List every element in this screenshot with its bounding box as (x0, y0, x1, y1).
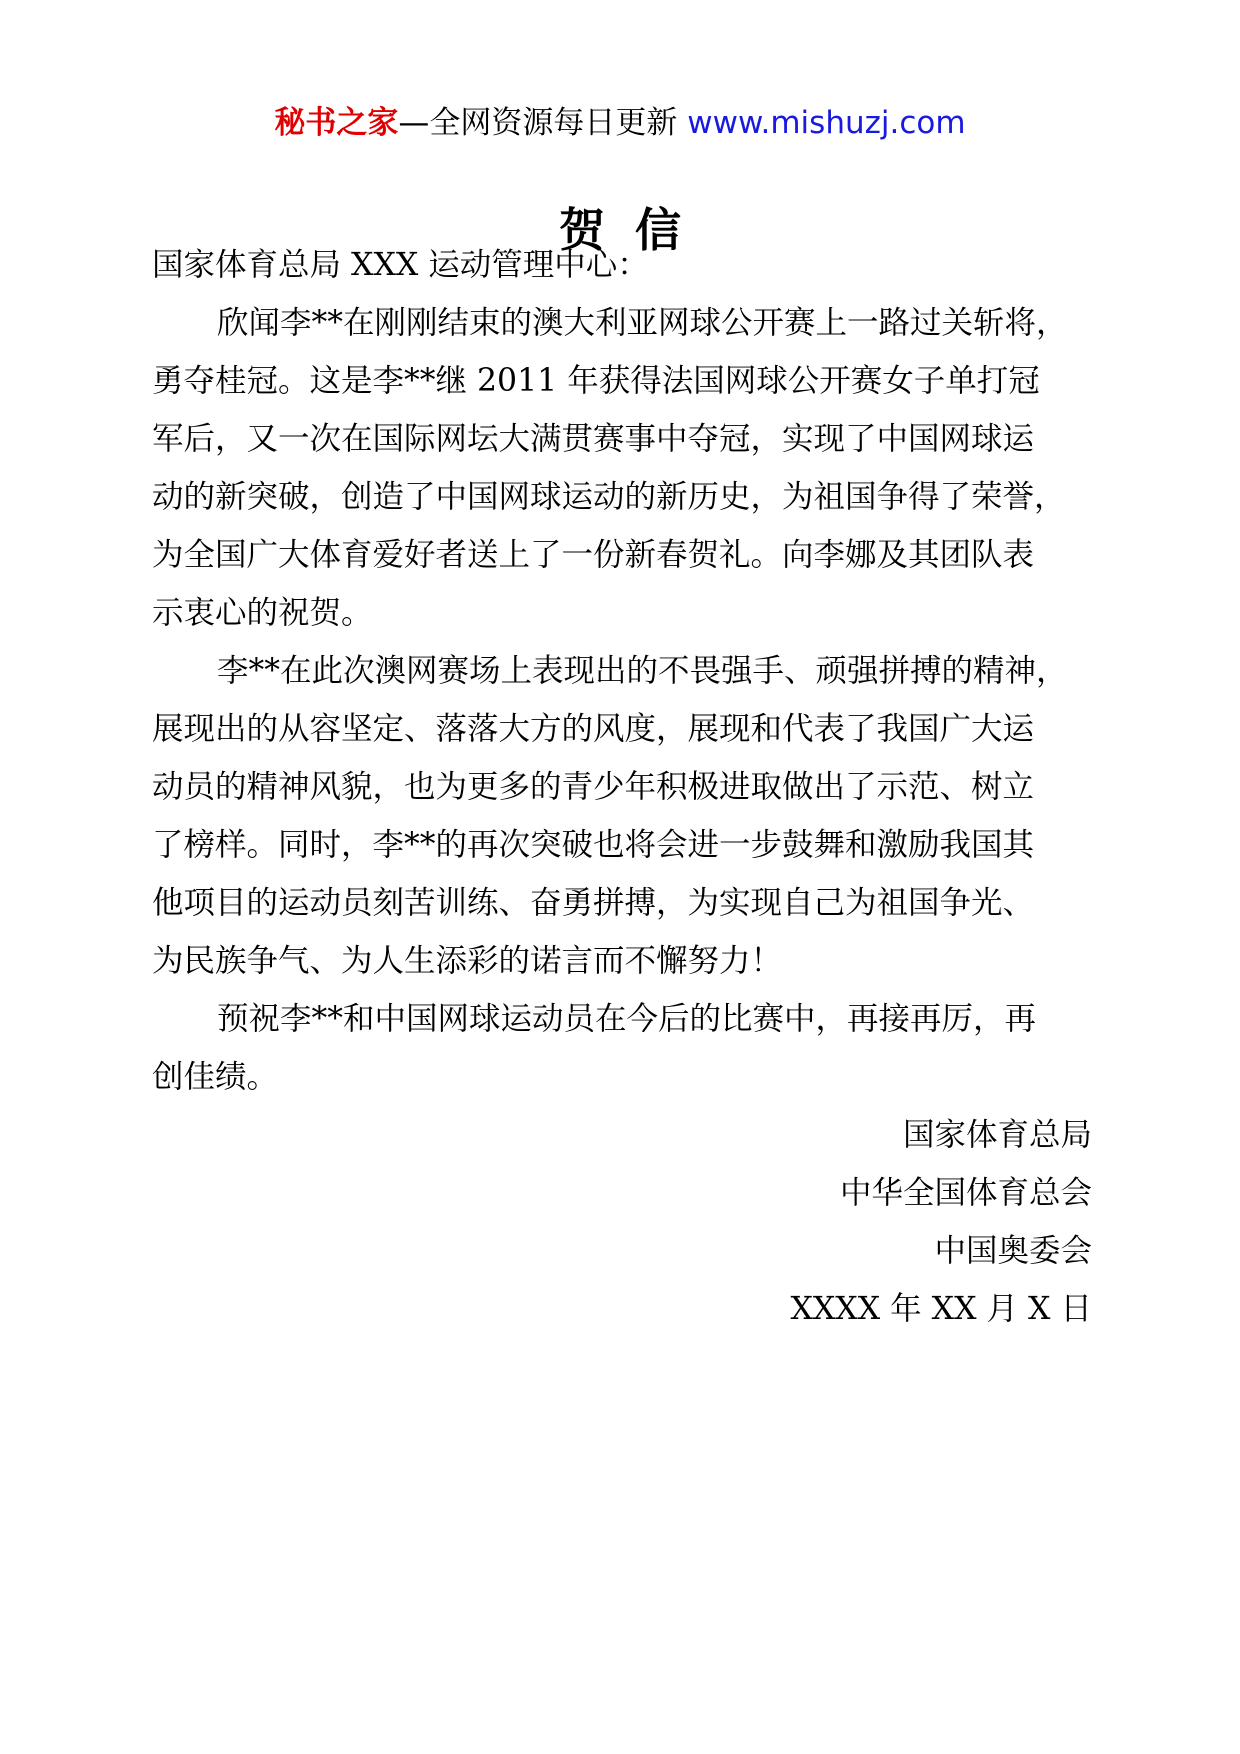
signature-sports-federation: 中华全国体育总会 (839, 1175, 1092, 1211)
site-slogan: —全网资源每日更新 (398, 105, 688, 141)
paragraph-1-line-3: 军后，又一次在国际网坛大满贯赛事中夺冠，实现了中国网球运 (152, 421, 1035, 457)
site-name: 秘书之家 (274, 105, 399, 141)
paragraph-1-line-5: 为全国广大体育爱好者送上了一份新春贺礼。向李娜及其团队表 (152, 537, 1035, 573)
paragraph-1-line-1: 欣闻李**在刚刚结束的澳大利亚网球公开赛上一路过关斩将， (217, 305, 1068, 341)
site-header (0, 98, 1240, 148)
letter-title: 贺信 (559, 203, 711, 257)
paragraph-2-line-1: 李**在此次澳网赛场上表现出的不畏强手、顽强拼搏的精神， (217, 653, 1068, 689)
letter-date: XXXX 年 XX 月 X 日 (790, 1291, 1092, 1327)
salutation: 国家体育总局 XXX 运动管理中心： (152, 247, 649, 283)
signature-sports-administration: 国家体育总局 (902, 1117, 1092, 1153)
paragraph-2-line-4: 了榜样。同时，李**的再次突破也将会进一步鼓舞和激励我国其 (152, 827, 1035, 863)
paragraph-3-line-1: 预祝李**和中国网球运动员在今后的比赛中，再接再厉，再 (217, 1001, 1037, 1037)
signature-olympic-committee: 中国奥委会 (934, 1233, 1092, 1269)
paragraph-3-line-2: 创佳绩。 (152, 1059, 279, 1095)
site-url-link[interactable]: www.mishuzj.com (687, 105, 966, 141)
paragraph-2-line-6: 为民族争气、为人生添彩的诺言而不懈努力！ (152, 943, 783, 979)
paragraph-1-line-6: 示衷心的祝贺。 (152, 595, 373, 631)
paragraph-1-line-4: 动的新突破，创造了中国网球运动的新历史，为祖国争得了荣誉， (152, 479, 1066, 515)
paragraph-1-line-2: 勇夺桂冠。这是李**继 2011 年获得法国网球公开赛女子单打冠 (152, 363, 1040, 399)
paragraph-2-line-5: 他项目的运动员刻苦训练、奋勇拼搏，为实现自己为祖国争光、 (152, 885, 1035, 921)
paragraph-2-line-3: 动员的精神风貌，也为更多的青少年积极进取做出了示范、树立 (152, 769, 1035, 805)
paragraph-2-line-2: 展现出的从容坚定、落落大方的风度，展现和代表了我国广大运 (152, 711, 1035, 747)
